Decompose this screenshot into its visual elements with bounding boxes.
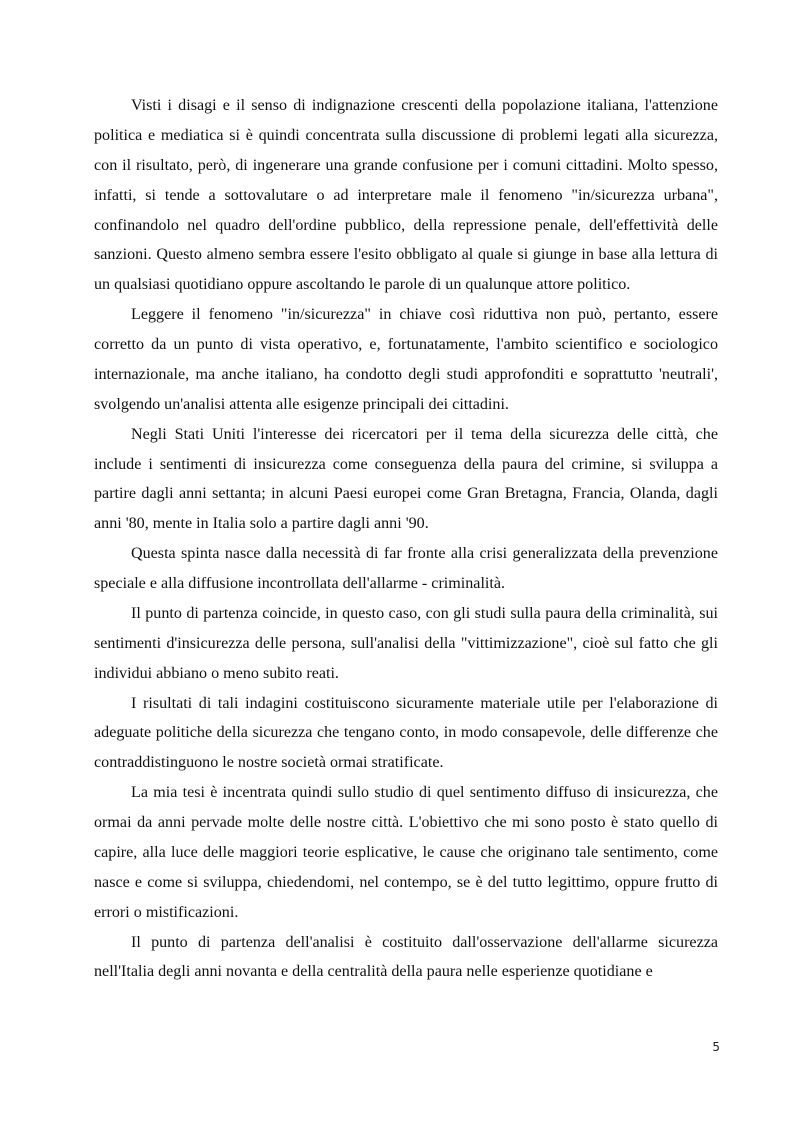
paragraph-5: Il punto di partenza coincide, in questo caso, con gli studi sulla paura della criminalità, sui sentimenti d'insicurezza delle persona, sull'analisi della "vittimizzazione", cioè sul fatto che gli individui abbiano o meno subito reati. xyxy=(94,604,718,682)
page-number: 5 xyxy=(712,1040,720,1054)
paragraph-4: Questa spinta nasce dalla necessità di far fronte alla crisi generalizzata della prevenzione speciale e alla diffusione incontrollata dell'allarme - criminalità. xyxy=(94,545,718,592)
paragraph-6: I risultati di tali indagini costituiscono sicuramente materiale utile per l'elaborazione di adeguate politiche della sicurezza che tengano conto, in modo consapevole, delle differenze che contraddistinguono le nostre società ormai stratificate. xyxy=(94,694,718,772)
paragraph-2: Leggere il fenomeno "in/sicurezza" in chiave così riduttiva non può, pertanto, essere corretto da un punto di vista operativo, e, fortunatamente, l'ambito scientifico e sociologico internazionale, ma anche italiano, ha condotto degli studi approfonditi e soprattutto 'neutrali', svolgendo un'analisi attenta alle esigenze principali dei cittadini. xyxy=(94,306,718,413)
paragraph-7: La mia tesi è incentrata quindi sullo studio di quel sentimento diffuso di insicurezza, che ormai da anni pervade molte delle nostre città. L'obiettivo che mi sono posto è stato quello di capire, alla luce delle maggiori teorie esplicative, le cause che originano tale sentimento, come nasce e come si sviluppa, chiedendomi, nel contempo, se è del tutto legittimo, oppure frutto di errori o mistificazioni. xyxy=(94,784,718,921)
paragraph-1: Visti i disagi e il senso di indignazione crescenti della popolazione italiana, l'attenzione politica e mediatica si è quindi concentrata sulla discussione di problemi legati alla sicurezza, con il risultato, però, di ingenerare una grande confusione per i comuni cittadini. Molto spesso, infatti, si tende a sottovalutare o ad interpretare male il fenomeno "in/sicurezza urbana", confinandolo nel quadro dell'ordine pubblico, della repressione penale, dell'effettività delle sanzioni. Questo almeno sembra essere l'esito obbligato al quale si giunge in base alla lettura di un qualsiasi quotidiano oppure ascoltando le parole di un qualunque attore politico. xyxy=(94,97,718,294)
paragraph-3: Negli Stati Uniti l'interesse dei ricercatori per il tema della sicurezza delle città, che include i sentimenti di insicurezza come conseguenza della paura del crimine, si sviluppa a partire dagli anni settanta; in alcuni Paesi europei come Gran Bretagna, Francia, Olanda, dagli anni '80, mente in Italia solo a partire dagli anni '90. xyxy=(94,425,718,533)
paragraph-8: Il punto di partenza dell'analisi è costituito dall'osservazione dell'allarme sicurezza nell'Italia degli anni novanta e della centralità della paura nelle esperienze quotidiane e xyxy=(94,933,718,981)
body-text xyxy=(94,91,718,987)
